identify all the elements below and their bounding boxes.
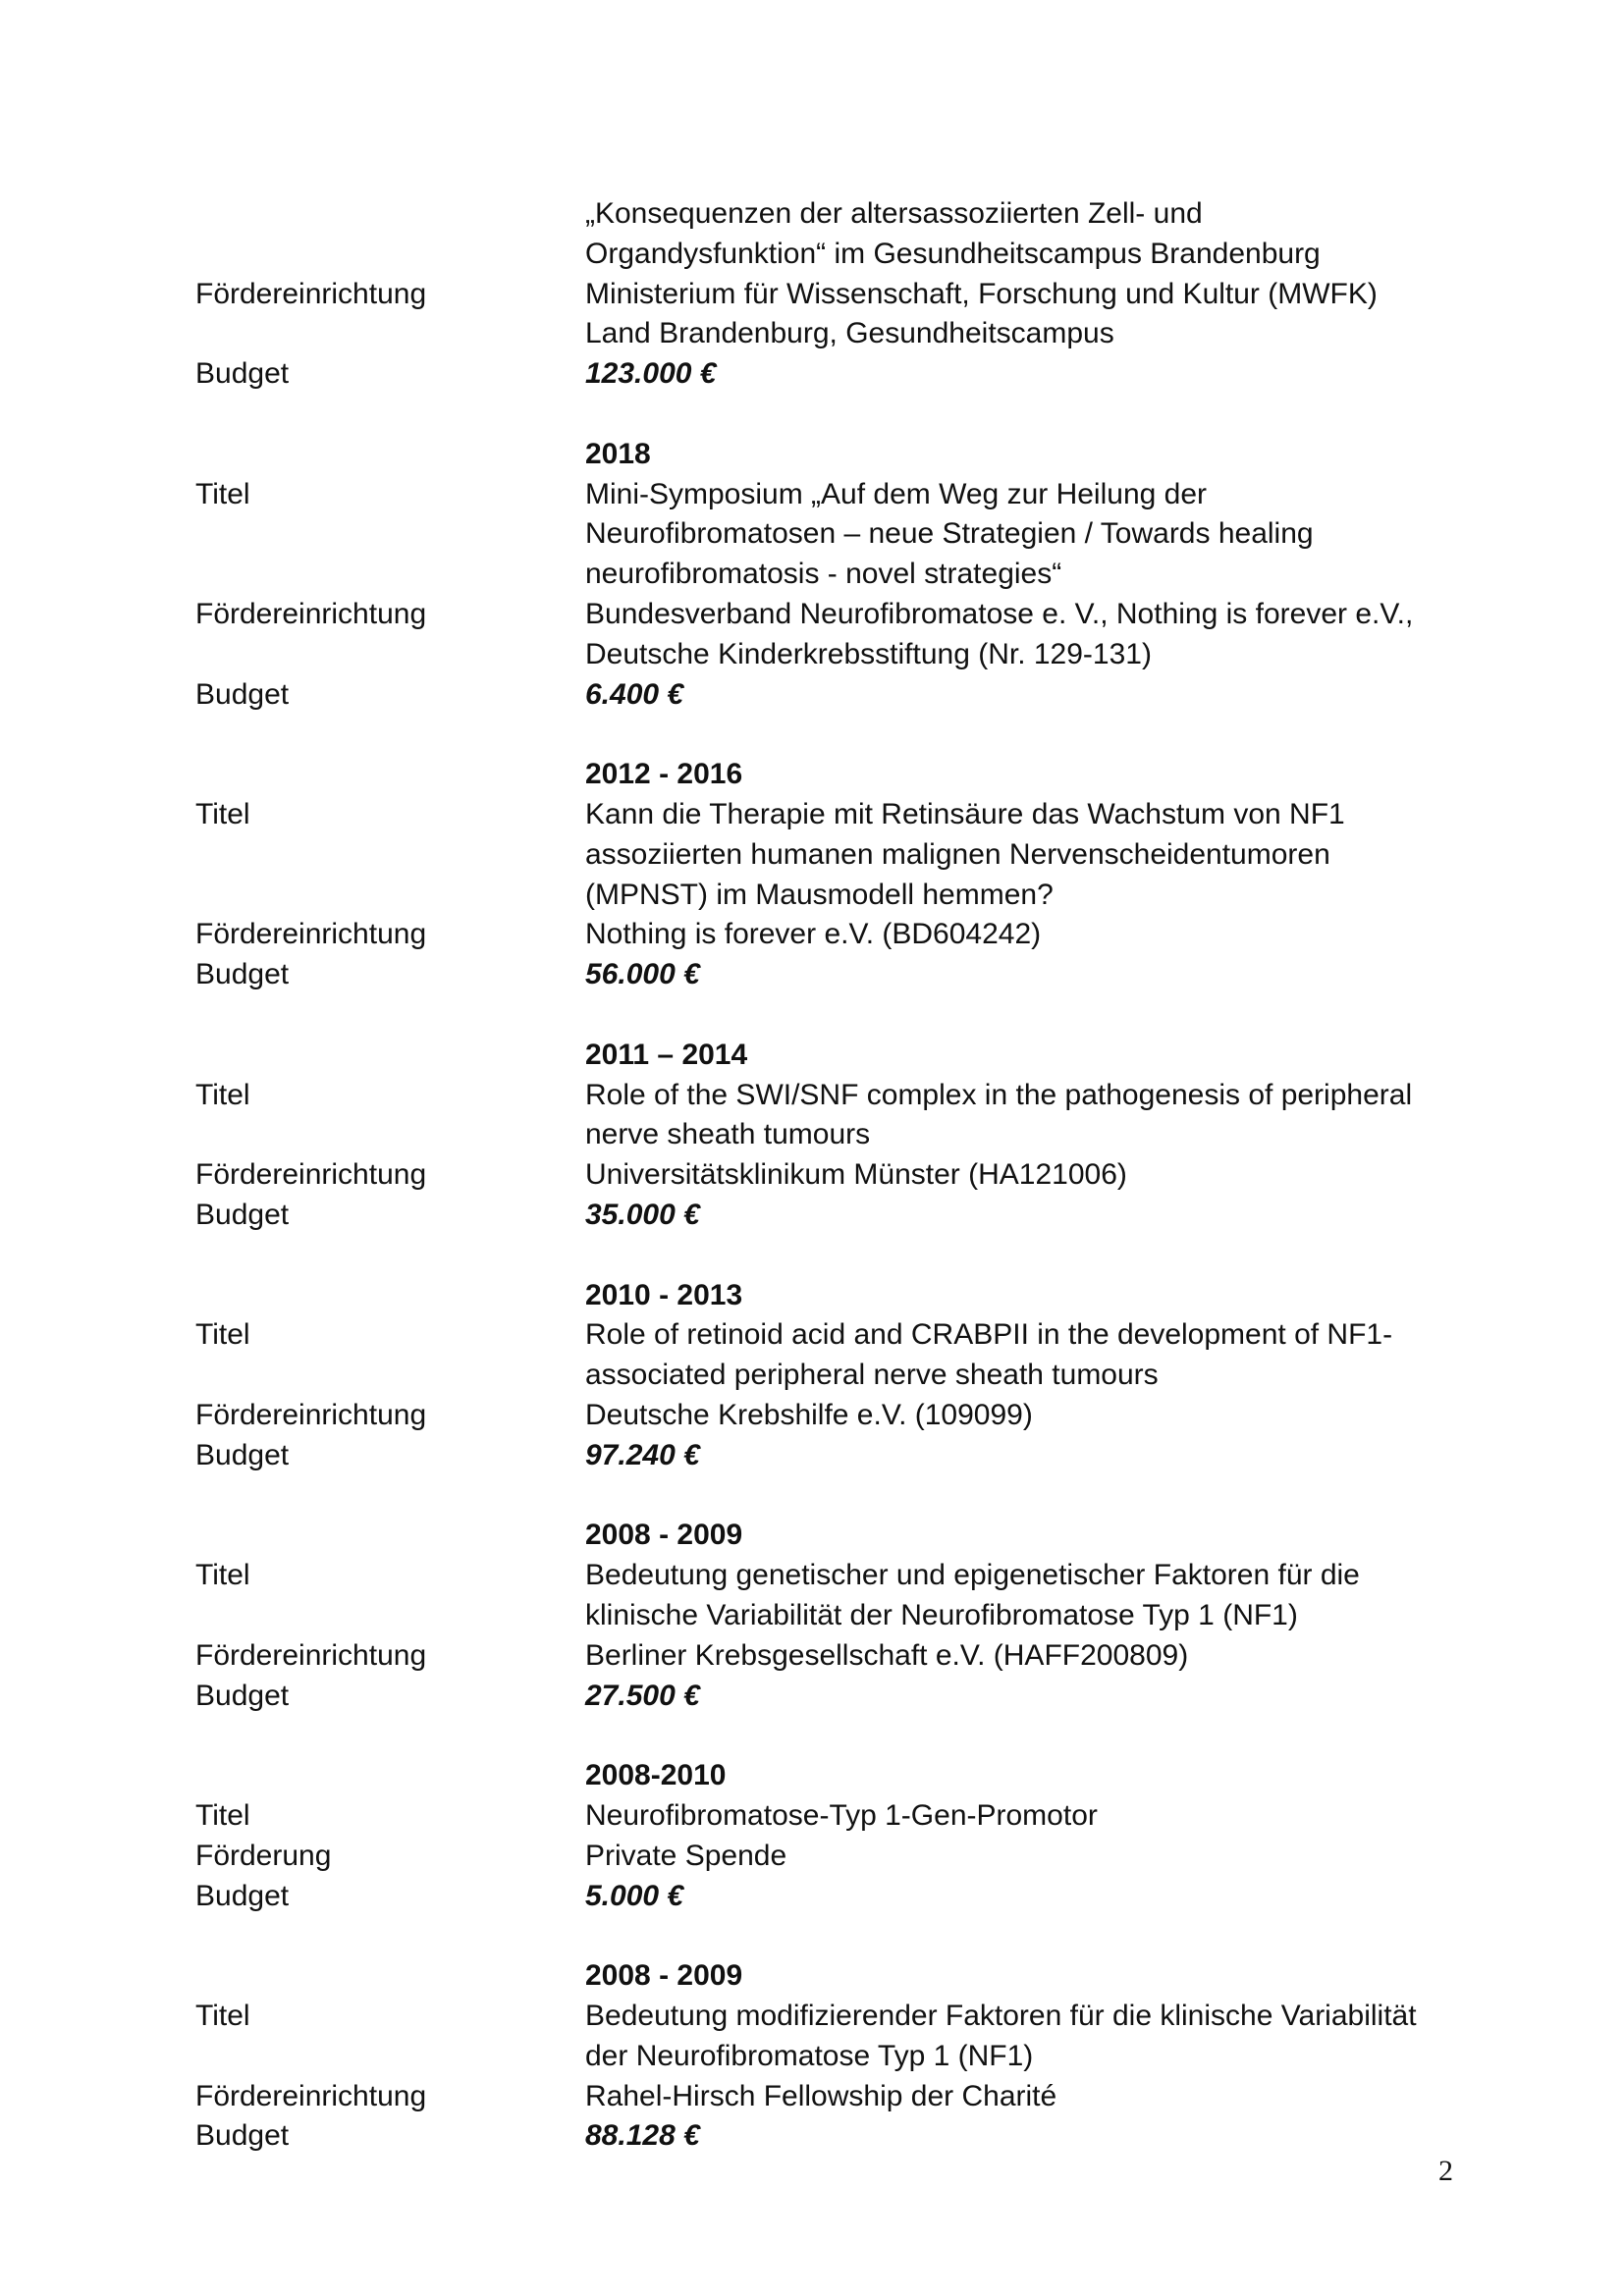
entry-year: 2008-2010	[585, 1759, 727, 1791]
field-value: (MPNST) im Mausmodell hemmen?	[585, 879, 1054, 911]
entry-line	[0, 1997, 1624, 2036]
entry-year: 2008 - 2009	[585, 1519, 743, 1551]
field-value: neurofibromatosis - novel strategies“	[585, 558, 1062, 590]
field-label: Budget	[195, 1880, 290, 1912]
field-value: Bedeutung modifizierender Faktoren für die klinische Variabilität	[585, 2000, 1417, 2032]
budget-amount: 5.000 €	[585, 1880, 684, 1912]
page-number: 2	[1438, 2155, 1453, 2187]
entry-line	[0, 275, 1624, 314]
budget-amount: 35.000 €	[585, 1199, 700, 1231]
field-label: Titel	[195, 798, 250, 830]
budget-amount: 56.000 €	[585, 958, 700, 990]
entry-line	[0, 1436, 1624, 1475]
entry-line	[0, 876, 1624, 915]
field-value: Private Spende	[585, 1840, 787, 1872]
field-value: klinische Variabilität der Neurofibromatose Typ 1 (NF1)	[585, 1599, 1298, 1631]
entry-line	[0, 1756, 1624, 1795]
entry-line	[0, 314, 1624, 353]
entry-line	[0, 1516, 1624, 1555]
field-label: Budget	[195, 2119, 290, 2152]
entry-line	[0, 1196, 1624, 1235]
field-value: Nothing is forever e.V. (BD604242)	[585, 918, 1042, 950]
field-value: „Konsequenzen der altersassoziierten Zell- und	[585, 197, 1203, 230]
field-value: Deutsche Kinderkrebsstiftung (Nr. 129-131)	[585, 638, 1152, 670]
field-label: Titel	[195, 1318, 250, 1351]
field-value: Kann die Therapie mit Retinsäure das Wachstum von NF1	[585, 798, 1345, 830]
field-value: Mini-Symposium „Auf dem Weg zur Heilung der	[585, 478, 1208, 510]
field-label: Titel	[195, 1079, 250, 1111]
field-label: Titel	[195, 2000, 250, 2032]
entry-line	[0, 1076, 1624, 1115]
field-value: nerve sheath tumours	[585, 1118, 871, 1150]
budget-amount: 97.240 €	[585, 1439, 700, 1471]
budget-amount: 6.400 €	[585, 678, 684, 711]
entry-line	[0, 1315, 1624, 1355]
field-label: Budget	[195, 1199, 290, 1231]
field-label: Fördereinrichtung	[195, 918, 427, 950]
entry-line	[0, 795, 1624, 834]
entry-year: 2010 - 2013	[585, 1279, 743, 1311]
entry-line	[0, 235, 1624, 274]
entry-line	[0, 1115, 1624, 1154]
field-value: Berliner Krebsgesellschaft e.V. (HAFF200809)	[585, 1639, 1189, 1672]
field-value: Neurofibromatose-Typ 1-Gen-Promotor	[585, 1799, 1098, 1832]
field-label: Titel	[195, 1799, 250, 1832]
entry-year: 2011 – 2014	[585, 1039, 748, 1071]
entry-line	[0, 635, 1624, 674]
budget-amount: 123.000 €	[585, 357, 717, 390]
entry-line	[0, 435, 1624, 474]
field-value: Universitätsklinikum Münster (HA121006)	[585, 1158, 1127, 1191]
entry-line	[0, 194, 1624, 234]
field-value: Rahel-Hirsch Fellowship der Charité	[585, 2080, 1057, 2112]
entry-year: 2012 - 2016	[585, 758, 743, 790]
field-label: Fördereinrichtung	[195, 1639, 427, 1672]
entry-line	[0, 835, 1624, 875]
field-label: Förderung	[195, 1840, 332, 1872]
entry-line	[0, 1155, 1624, 1195]
entry-line	[0, 1556, 1624, 1595]
entry-line	[0, 915, 1624, 954]
field-label: Fördereinrichtung	[195, 1158, 427, 1191]
entry-line	[0, 1596, 1624, 1635]
entry-year: 2008 - 2009	[585, 1959, 743, 1992]
entry-line	[0, 1356, 1624, 1395]
field-value: Land Brandenburg, Gesundheitscampus	[585, 317, 1114, 349]
budget-amount: 27.500 €	[585, 1680, 700, 1712]
entry-line	[0, 595, 1624, 634]
field-value: assoziierten humanen malignen Nervenscheidentumoren	[585, 838, 1330, 871]
entry-line	[0, 1636, 1624, 1676]
field-value: associated peripheral nerve sheath tumours	[585, 1359, 1159, 1391]
entry-year: 2018	[585, 438, 651, 470]
entry-line	[0, 1036, 1624, 1075]
field-value: Bundesverband Neurofibromatose e. V., Nothing is forever e.V.,	[585, 598, 1414, 630]
field-value: Organdysfunktion“ im Gesundheitscampus Brandenburg	[585, 238, 1321, 270]
entry-line	[0, 1276, 1624, 1315]
entry-line	[0, 675, 1624, 715]
entry-line	[0, 955, 1624, 994]
entry-line	[0, 1956, 1624, 1996]
budget-amount: 88.128 €	[585, 2119, 700, 2152]
field-label: Budget	[195, 1439, 290, 1471]
field-value: Role of the SWI/SNF complex in the pathogenesis of peripheral	[585, 1079, 1413, 1111]
field-label: Budget	[195, 1680, 290, 1712]
entry-line	[0, 555, 1624, 594]
entry-line	[0, 1877, 1624, 1916]
field-label: Fördereinrichtung	[195, 278, 427, 310]
field-value: Bedeutung genetischer und epigenetischer Faktoren für die	[585, 1559, 1360, 1591]
field-label: Titel	[195, 1559, 250, 1591]
field-value: der Neurofibromatose Typ 1 (NF1)	[585, 2040, 1034, 2072]
field-label: Budget	[195, 357, 290, 390]
field-label: Fördereinrichtung	[195, 598, 427, 630]
field-label: Budget	[195, 958, 290, 990]
entry-line	[0, 755, 1624, 794]
entry-line	[0, 1796, 1624, 1836]
entry-line	[0, 2037, 1624, 2076]
entry-line	[0, 2077, 1624, 2116]
field-label: Fördereinrichtung	[195, 2080, 427, 2112]
field-value: Deutsche Krebshilfe e.V. (109099)	[585, 1399, 1033, 1431]
entry-line	[0, 2116, 1624, 2156]
field-value: Role of retinoid acid and CRABPII in the development of NF1-	[585, 1318, 1393, 1351]
entry-line	[0, 1396, 1624, 1435]
entry-line	[0, 514, 1624, 554]
entry-line	[0, 354, 1624, 394]
field-label: Titel	[195, 478, 250, 510]
entry-line	[0, 1677, 1624, 1716]
field-value: Ministerium für Wissenschaft, Forschung und Kultur (MWFK)	[585, 278, 1378, 310]
entry-line	[0, 475, 1624, 514]
field-value: Neurofibromatosen – neue Strategien / Towards healing	[585, 517, 1314, 550]
field-label: Budget	[195, 678, 290, 711]
field-label: Fördereinrichtung	[195, 1399, 427, 1431]
entry-line	[0, 1837, 1624, 1876]
